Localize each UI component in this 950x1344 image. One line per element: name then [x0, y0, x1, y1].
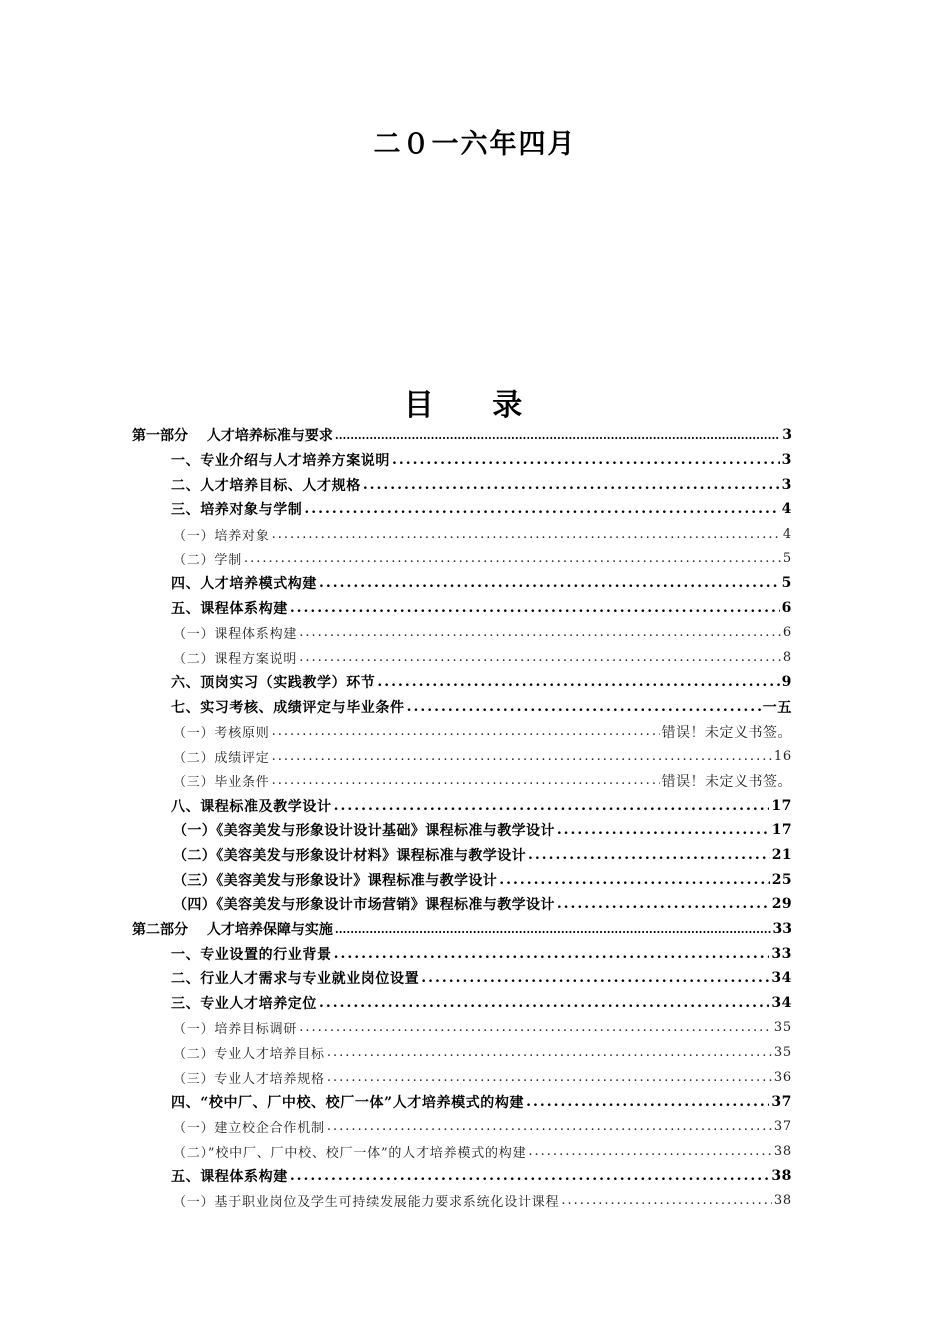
toc-entry[interactable]: [0, 472, 950, 497]
toc-entry-label: （二）成绩评定: [173, 750, 270, 766]
toc-entry-page: 6: [781, 600, 792, 617]
toc-entry-page: 16: [773, 748, 792, 764]
table-of-contents: [0, 423, 950, 1213]
toc-entry[interactable]: [0, 596, 950, 621]
toc-entry-page: 36: [773, 1069, 792, 1085]
toc-leader-dots: [299, 1021, 772, 1034]
toc-entry[interactable]: [0, 1016, 950, 1041]
toc-entry-label: 七、实习考核、成绩评定与毕业条件: [171, 699, 405, 716]
toc-entry-page: 34: [771, 970, 792, 987]
toc-entry[interactable]: [0, 1139, 950, 1164]
toc-leader-dots: [528, 848, 770, 862]
toc-entry-page: 25: [771, 871, 792, 888]
toc-entry-label: （一）基于职业岗位及学生可持续发展能力要求系统化设计课程: [173, 1195, 560, 1211]
toc-entry-label: 八、课程标准及教学设计: [171, 798, 332, 815]
toc-entry-page: 8: [782, 650, 792, 666]
toc-entry-page: 3: [781, 452, 792, 469]
toc-entry[interactable]: [0, 645, 950, 670]
toc-entry-label: （三）《美容美发与形象设计》课程标准与教学设计: [173, 872, 498, 889]
toc-entry[interactable]: [0, 843, 950, 868]
toc-entry-page: 错误！未定义书签。: [661, 724, 792, 741]
toc-entry-label: 第一部分 人才培养标准与要求: [132, 428, 333, 445]
toc-entry-page: 一五: [762, 699, 792, 716]
toc-entry-page: 17: [771, 822, 792, 839]
toc-entry[interactable]: [0, 892, 950, 917]
toc-entry-page: 35: [773, 1045, 792, 1061]
toc-entry-label: 五、课程体系构建: [171, 1168, 288, 1185]
toc-leader-dots: [528, 1145, 771, 1158]
toc-entry[interactable]: [0, 941, 950, 966]
toc-entry[interactable]: [0, 744, 950, 769]
toc-entry-label: 四、“校中厂、厂中校、校厂一体”人才培养模式的构建: [171, 1094, 525, 1111]
toc-entry-label: （一）培养对象: [173, 528, 270, 544]
toc-entry-label: 二、人才培养目标、人才规格: [171, 477, 361, 494]
toc-entry-label: （一）课程体系构建: [173, 627, 298, 643]
toc-entry[interactable]: [0, 571, 950, 596]
toc-entry-page: 34: [771, 995, 792, 1012]
toc-leader-dots: [272, 725, 660, 738]
toc-entry-page: 17: [771, 797, 792, 814]
toc-entry-label: 三、专业人才培养定位: [171, 996, 317, 1013]
toc-leader-dots: [327, 1071, 772, 1084]
toc-entry-page: 3: [781, 476, 792, 493]
toc-leader-dots: [319, 576, 780, 590]
toc-leader-dots: [272, 774, 660, 787]
toc-entry-label: （一）建立校企合作机制: [173, 1121, 325, 1137]
toc-entry-label: （一）考核原则: [173, 726, 270, 742]
toc-leader-dots: [244, 552, 781, 565]
toc-heading: 目 录: [403, 388, 547, 423]
toc-entry[interactable]: [0, 497, 950, 522]
toc-entry[interactable]: [0, 719, 950, 744]
toc-entry-label: （二）《美容美发与形象设计材料》课程标准与教学设计: [173, 848, 526, 865]
toc-entry[interactable]: [0, 621, 950, 646]
toc-entry[interactable]: [0, 818, 950, 843]
toc-leader-dots: [299, 626, 781, 639]
toc-entry-label: （四）《美容美发与形象设计市场营销》课程标准与教学设计: [173, 897, 555, 914]
toc-leader-dots: [334, 947, 770, 961]
toc-leader-dots: [304, 502, 779, 516]
toc-leader-dots: [335, 924, 771, 935]
toc-entry-page: 6: [782, 625, 792, 641]
toc-entry-label: 一、专业介绍与人才培养方案说明: [171, 453, 390, 470]
toc-entry-label: 第二部分 人才培养保障与实施: [132, 922, 333, 939]
toc-leader-dots: [299, 651, 781, 664]
toc-entry-page: 9: [781, 674, 792, 691]
toc-entry[interactable]: [0, 522, 950, 547]
toc-entry[interactable]: [0, 769, 950, 794]
toc-entry[interactable]: [0, 1090, 950, 1115]
toc-entry[interactable]: [0, 793, 950, 818]
toc-entry-page: 错误！未定义书签。: [661, 773, 792, 790]
toc-entry[interactable]: [0, 695, 950, 720]
toc-entry[interactable]: [0, 867, 950, 892]
toc-leader-dots: [290, 1169, 770, 1183]
document-date-title: 二０一六年四月: [373, 129, 577, 160]
toc-entry-page: 37: [771, 1093, 792, 1110]
toc-entry-page: 21: [771, 847, 792, 864]
toc-entry[interactable]: [0, 917, 950, 942]
toc-entry-page: 4: [781, 501, 792, 518]
toc-leader-dots: [363, 478, 780, 492]
toc-entry[interactable]: [0, 1114, 950, 1139]
toc-entry[interactable]: [0, 423, 950, 448]
toc-entry-label: 五、课程体系构建: [171, 601, 288, 618]
toc-leader-dots: [557, 823, 770, 837]
toc-leader-dots: [421, 971, 769, 985]
toc-leader-dots: [499, 873, 770, 887]
toc-entry[interactable]: [0, 1065, 950, 1090]
toc-entry-label: （三）毕业条件: [173, 775, 270, 791]
toc-entry-label: 一、专业设置的行业背景: [171, 946, 332, 963]
toc-entry-page: 37: [773, 1119, 792, 1135]
toc-entry-label: （二）课程方案说明: [173, 652, 298, 668]
toc-entry-label: （一）培养目标调研: [173, 1022, 298, 1038]
toc-leader-dots: [327, 1046, 772, 1059]
toc-leader-dots: [335, 430, 780, 441]
toc-entry-label: （三）专业人才培养规格: [173, 1071, 325, 1087]
toc-entry-page: 33: [772, 921, 792, 938]
toc-entry-label: 二、行业人才需求与专业就业岗位设置: [171, 971, 420, 988]
toc-entry[interactable]: [0, 670, 950, 695]
toc-entry-page: 38: [773, 1143, 792, 1159]
toc-entry-page: 38: [771, 1167, 792, 1184]
toc-leader-dots: [319, 996, 769, 1010]
toc-entry-page: 4: [782, 526, 792, 542]
toc-leader-dots: [392, 453, 780, 467]
toc-leader-dots: [377, 675, 779, 689]
toc-leader-dots: [272, 750, 772, 763]
toc-leader-dots: [561, 1194, 771, 1207]
toc-entry[interactable]: [0, 991, 950, 1016]
toc-entry-page: 29: [771, 896, 792, 913]
toc-leader-dots: [407, 700, 761, 714]
toc-leader-dots: [290, 601, 780, 615]
toc-leader-dots: [526, 1095, 769, 1109]
toc-entry-page: 35: [773, 1020, 792, 1036]
toc-entry-page: 5: [781, 575, 792, 592]
toc-entry[interactable]: [0, 448, 950, 473]
toc-entry-page: 38: [773, 1193, 792, 1209]
toc-leader-dots: [557, 897, 770, 911]
toc-entry-label: 四、人才培养模式构建: [171, 576, 317, 593]
toc-entry-page: 5: [782, 551, 792, 567]
toc-leader-dots: [272, 528, 781, 541]
toc-entry[interactable]: [0, 546, 950, 571]
toc-entry-label: （一）《美容美发与形象设计设计基础》课程标准与教学设计: [173, 823, 555, 840]
toc-entry-page: 33: [771, 945, 792, 962]
toc-entry[interactable]: [0, 1040, 950, 1065]
toc-entry[interactable]: [0, 1164, 950, 1189]
toc-entry-page: 3: [782, 427, 792, 444]
toc-entry-label: 六、顶岗实习（实践教学）环节: [171, 675, 376, 692]
toc-leader-dots: [327, 1120, 772, 1133]
toc-entry[interactable]: [0, 966, 950, 991]
toc-entry-label: （二）学制: [173, 553, 243, 569]
toc-entry-label: （二）”校中厂、厂中校、校厂一体”的人才培养模式的构建: [173, 1145, 527, 1161]
toc-entry-label: （二）专业人才培养目标: [173, 1047, 325, 1063]
toc-entry[interactable]: [0, 1188, 950, 1213]
toc-leader-dots: [334, 799, 770, 813]
toc-entry-label: 三、培养对象与学制: [171, 502, 303, 519]
